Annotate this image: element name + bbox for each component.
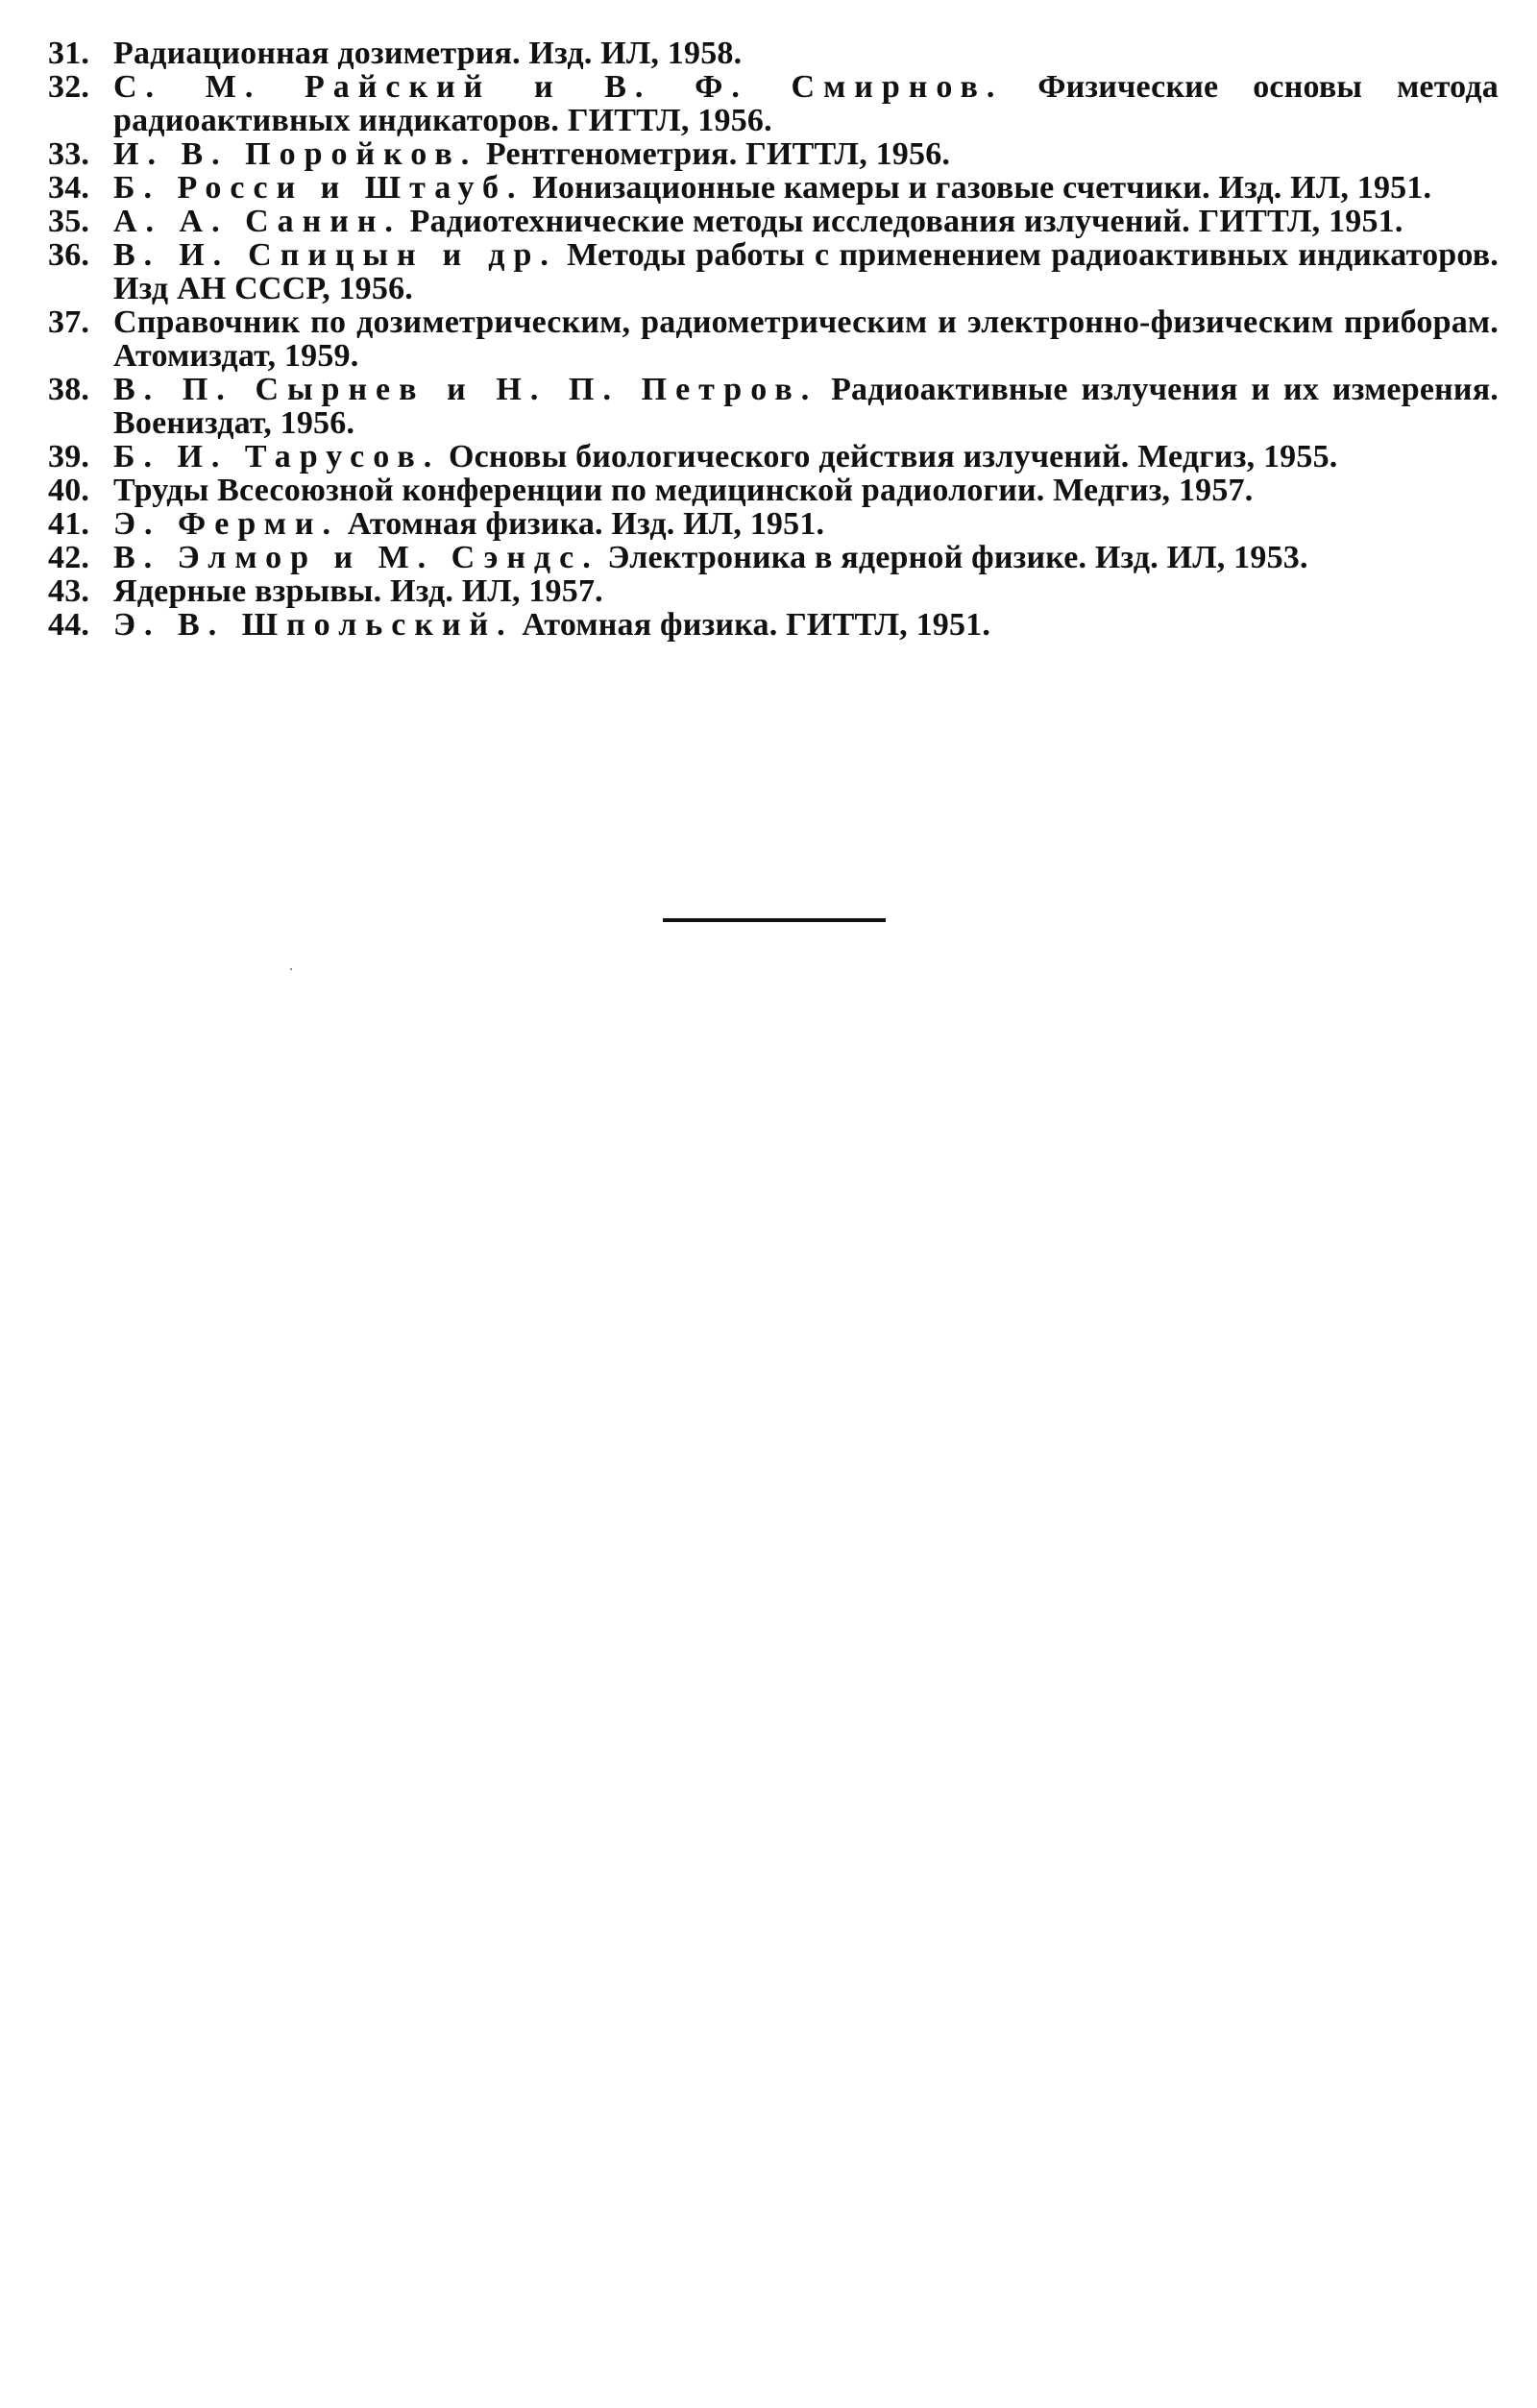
reference-item (48, 373, 1499, 440)
reference-item (48, 137, 1499, 171)
reference-item (48, 36, 1499, 70)
reference-text: Электроника в ядерной физике. Изд. ИЛ, 1953. (598, 540, 1308, 575)
reference-item (48, 507, 1499, 541)
reference-number: 41. (48, 506, 90, 542)
reference-text: Рентгенометрия. ГИТТЛ, 1956. (477, 136, 951, 172)
reference-text: Ионизационные камеры и газовые счетчики. Изд. ИЛ, 1951. (524, 170, 1432, 206)
reference-number: 44. (48, 607, 90, 643)
reference-item (48, 171, 1499, 205)
reference-item (48, 205, 1499, 238)
reference-number: 37. (48, 304, 90, 340)
reference-number: 43. (48, 573, 90, 609)
reference-item (48, 474, 1499, 507)
reference-number: 34. (48, 170, 90, 206)
reference-author: А. А. Санин. (113, 204, 402, 239)
reference-text: Труды Всесоюзной конференции по медицинской радиологии. Медгиз, 1957. (113, 473, 1254, 508)
reference-number: 40. (48, 473, 90, 508)
reference-number: 38. (48, 372, 90, 407)
reference-item (48, 70, 1499, 137)
reference-item (48, 305, 1499, 373)
reference-text: Физические основы метода радиоактивных индикаторов. ГИТТЛ, 1956. (113, 69, 1499, 138)
reference-item (48, 574, 1499, 608)
reference-text: Атомная физика. ГИТТЛ, 1951. (513, 607, 991, 643)
reference-item (48, 608, 1499, 642)
reference-text: Ядерные взрывы. Изд. ИЛ, 1957. (113, 573, 603, 609)
reference-number: 36. (48, 237, 90, 273)
reference-author: Б. Росси и Штауб. (113, 170, 525, 206)
reference-author: И. В. Поройков. (113, 136, 478, 172)
reference-number: 35. (48, 204, 90, 239)
reference-item (48, 541, 1499, 574)
reference-author: С. М. Райский и В. Ф. Смирнов. (113, 69, 1004, 105)
reference-text: Радиационная дозиметрия. Изд. ИЛ, 1958. (113, 36, 743, 71)
reference-text: Справочник по дозиметрическим, радиометрическим и электронно-физическим приборам. Атомиздат, 1959. (113, 304, 1499, 374)
reference-author: Э. В. Шпольский. (113, 607, 514, 643)
reference-author: В. П. Сырнев и Н. П. Петров. (113, 372, 818, 407)
reference-text: Радиотехнические методы исследования излучений. ГИТТЛ, 1951. (401, 204, 1403, 239)
reference-author: Б. И. Тарусов. (113, 439, 441, 474)
reference-text: Основы биологического действия излучений. Медгиз, 1955. (440, 439, 1338, 474)
reference-text: Радиоактивные излучения и их измерения. Воениздат, 1956. (113, 372, 1499, 441)
reference-number: 32. (48, 69, 90, 105)
reference-item (48, 440, 1499, 474)
end-rule-divider (663, 918, 886, 922)
reference-author: В. И. Спицын и др. (113, 237, 557, 273)
reference-number: 33. (48, 136, 90, 172)
reference-author: Э. Ферми. (113, 506, 339, 542)
reference-number: 31. (48, 36, 90, 71)
reference-text: Методы работы с применением радиоактивных индикаторов. Изд АН СССР, 1956. (113, 237, 1500, 306)
reference-text: Атомная физика. Изд. ИЛ, 1951. (339, 506, 825, 542)
reference-number: 42. (48, 540, 90, 575)
reference-list (48, 36, 1499, 642)
reference-number: 39. (48, 439, 90, 474)
bibliography-page (48, 36, 1499, 642)
reference-item (48, 238, 1499, 305)
print-speck (290, 968, 292, 970)
reference-author: В. Элмор и М. Сэндс. (113, 540, 599, 575)
